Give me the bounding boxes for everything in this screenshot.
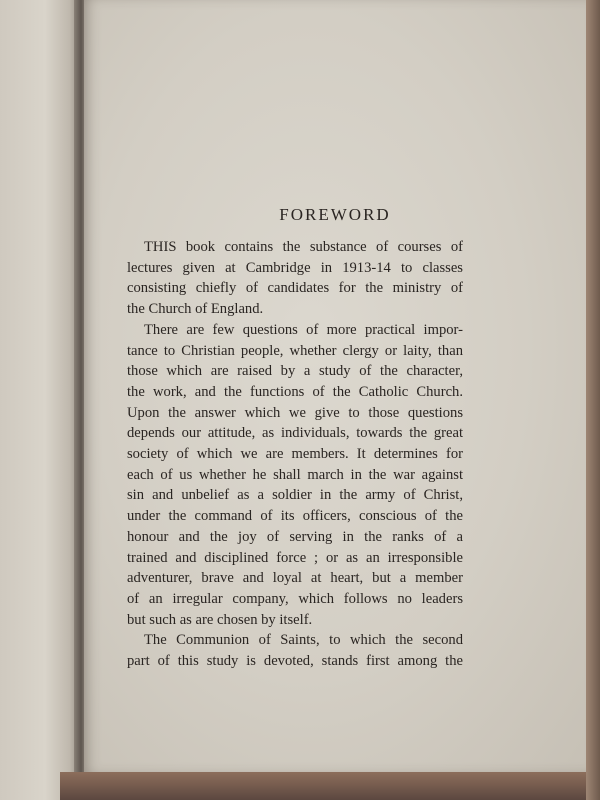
foreword-text [127,237,463,672]
text-line: The Communion of Saints, to which the second [144,632,463,649]
book-right-edge [586,0,600,800]
text-line: consisting chiefly of candidates for the ministry of [127,280,463,297]
text-line: each of us whether he shall march in the war against [127,466,463,483]
text-line: the work, and the functions of the Catholic Church. [127,383,463,400]
page-heading: FOREWORD [279,205,391,224]
text-line: of an irregular company, which follows no leaders [127,590,463,607]
text-line: Upon the answer which we give to those questions [127,404,463,421]
paragraph-1 [127,237,463,320]
text-line: honour and the joy of serving in the ranks of a [127,528,463,545]
text-line: but such as are chosen by itself. [127,611,313,628]
text-line: tance to Christian people, whether clergy or laity, than [127,342,463,359]
text-line: depends our attitude, as individuals, towards the great [127,425,463,442]
text-line: those which are raised by a study of the character, [127,363,463,380]
paragraph-3 [127,630,463,671]
text-line: trained and disciplined force ; or as an irresponsible [127,549,463,566]
left-facing-page [0,0,82,800]
text-line: the Church of England. [127,301,264,318]
paragraph-2 [127,320,463,631]
book-bottom-edge [60,772,600,800]
text-line: part of this study is devoted, stands first among the [127,653,463,670]
text-line: sin and unbelief as a soldier in the army of Christ, [127,487,463,504]
text-line: society of which we are members. It determines for [127,446,463,463]
text-line: THIS book contains the substance of courses of [144,239,463,255]
text-line: under the command of its officers, conscious of the [127,508,463,525]
text-line: adventurer, brave and loyal at heart, but a member [127,570,463,587]
text-line: There are few questions of more practical impor- [144,321,463,338]
text-line: lectures given at Cambridge in 1913-14 to classes [127,259,463,276]
